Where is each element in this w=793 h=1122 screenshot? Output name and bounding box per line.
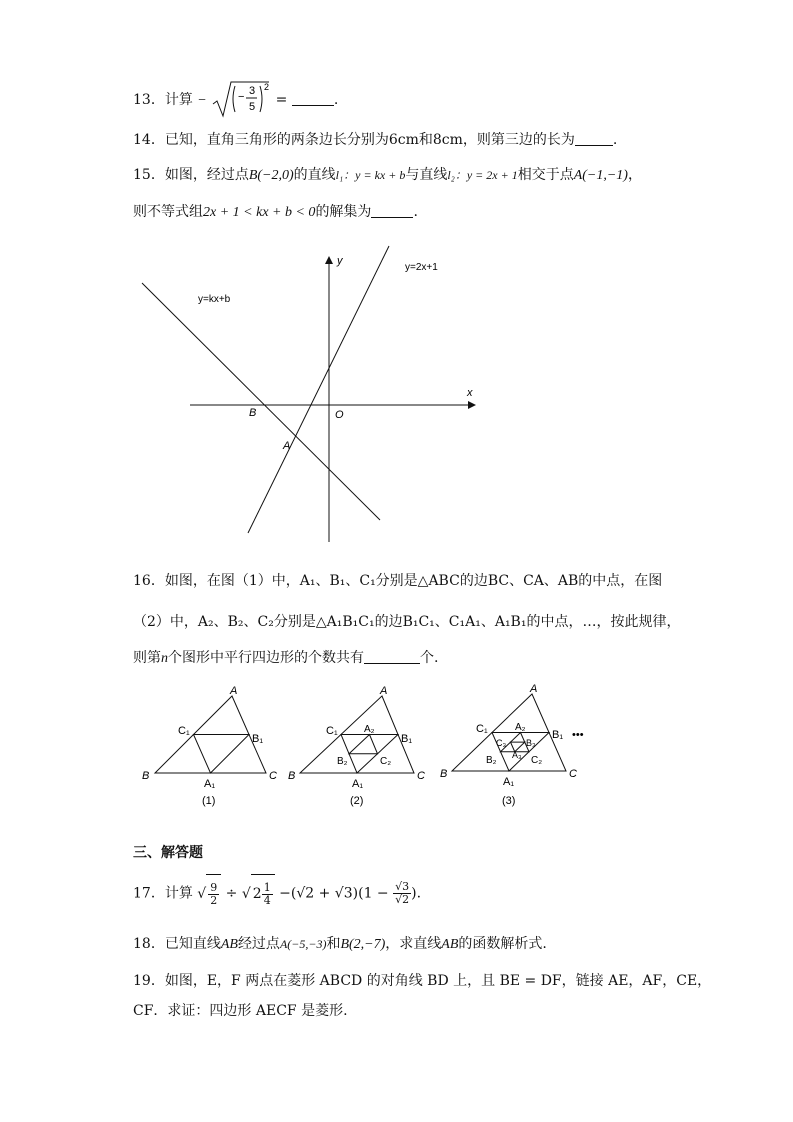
label-y-2x-plus-1: y=2x+1 [405,262,438,273]
point-b-label: B [249,407,257,419]
fig1-label-b1: B₁ [252,733,264,745]
fig1-label-c1: C₁ [178,725,190,737]
q17-frac3-num: √3 [395,880,410,893]
fig3-label-a1: A₁ [503,776,515,788]
q16-n: n [161,651,168,666]
question-19-line-1 [133,971,711,991]
q17-frac2-den: 4 [263,893,271,907]
q16-text-2: （2）中，A₂、B₂、C₂分别是△A₁B₁C₁的边B₁C₁、C₁A₁、A₁B₁的中点，…，按此规律， [133,614,681,630]
q13-frac-den: 5 [249,101,256,113]
fig3-label-c2: C₂ [531,755,543,766]
q18-and: 和 [326,936,341,952]
q18-number: 18． [133,936,165,952]
fig3-label-a3: A₃ [512,750,522,760]
fig3-label-c: C [569,768,577,780]
question-17: 17．计算 √ $\frac{9}{2}$ ÷ √ 2 $\frac{1}{4}$ −(√2 + √3)(1 − $\frac{√3}{√2}$ ). [133,874,421,913]
question-19-line-2 [133,1001,348,1021]
q15-inequality: 2x + 1 < kx + b < 0 [203,205,316,220]
q16-text-5: 个. [420,650,439,666]
q14-text: 已知，直角三角形的两条边长分别为6cm和8cm，则第三边的长为 [164,132,575,148]
fig3-label-b: B [440,768,448,780]
question-16-line-3 [133,648,438,669]
q16-number: 16． [133,573,165,589]
y-axis-label: y [337,255,343,267]
q13-frac-num: 3 [249,85,256,97]
q16-text-3: 则第 [133,650,161,666]
q13-minus: − [197,93,207,108]
line-2x-plus-1 [248,246,389,533]
q13-number: 13． [133,92,165,108]
q19-number: 19． [133,973,165,989]
q14-answer-blank[interactable] [575,131,613,146]
q17-number: 17． [133,885,165,902]
q17-frac2-num: 1 [263,880,271,894]
q17-period: . [416,885,422,902]
q18-ab-2: AB [441,937,459,952]
q16-text-4: 个图形中平行四边形的个数共有 [168,650,364,666]
question-14 [133,130,617,150]
fig1-caption: (1) [202,795,216,807]
fig2-label-c2: C₂ [380,756,392,767]
fig3-ellipsis: ••• [572,729,584,741]
q18-text-2: 经过点 [237,936,280,952]
q17-frac3-den: √2 [395,893,410,906]
fig2-label-c: C [417,770,425,782]
q15-point-a: A(−1,−1) [573,168,628,183]
q19-text-1: 如图，E，F 两点在菱形 ABCD 的对角线 BD 上，且 BE = DF，链接 AE，AF，CE， [164,973,712,989]
q19-text-2: CF．求证：四边形 AECF 是菱形. [133,1003,348,1019]
figure-15-graph [130,240,490,550]
q15-answer-blank[interactable] [371,203,413,218]
q13-answer-blank[interactable] [292,91,334,106]
fig2-label-a1: A₁ [352,778,364,790]
q16-text-1: 如图，在图（1）中，A₁、B₁、C₁分别是△ABC的边BC、CA、AB的中点，在图 [164,573,663,589]
q14-period: . [612,132,618,148]
section-heading: 三、解答题 [133,845,203,861]
question-16-line-1 [133,571,662,591]
q15-text-6: 的解集为 [315,204,372,220]
q15-point-b: B(−2,0) [248,168,294,183]
fig1-label-a: A [230,685,238,697]
q13-period: . [333,92,339,108]
fig3-label-b3: B₃ [526,738,536,748]
q15-text-1: 如图，经过点 [164,167,249,183]
fig3-label-b2: B₂ [486,755,497,766]
q17-divide: ÷ [225,885,238,902]
q15-text-5: 则不等式组 [133,204,203,220]
origin-label: O [335,409,344,421]
label-y-kx-plus-b: y=kx+b [198,294,231,305]
fig3-label-c1: C₁ [476,723,488,735]
q17-one-minus: 1 − [363,885,389,902]
fig2-label-c1: C₁ [326,725,338,737]
fig3-label-a: A [530,683,538,695]
q18-text-1: 已知直线 [164,936,221,952]
q17-sqrt-1: √ $\frac{9}{2}$ [197,886,221,902]
fig1-label-a1: A₁ [204,778,216,790]
point-a-label: A [283,440,291,452]
q15-line-l2: l₂：y = 2x + 1 [447,168,518,182]
fig1-label-b: B [142,770,150,782]
q16-answer-blank[interactable] [364,649,420,664]
q15-text-3: 与直线 [405,167,448,183]
fig2-label-b: B [288,770,296,782]
question-15-line-2 [133,202,418,223]
q13-sqrt-sign [211,80,271,120]
q17-mixed-whole: 2 [252,886,262,902]
q15-number: 15． [133,167,165,183]
q13-sqrt-expression [211,80,271,120]
q17-text: 计算 [164,885,193,902]
triangle-fig-2 [300,696,414,773]
q15-text-2: 的直线 [293,167,336,183]
q15-text-4: 相交于点 [517,167,574,183]
q18-text-3: ，求直线 [385,936,442,952]
fig3-label-c3: C₃ [496,738,507,748]
q18-ab: AB [220,937,238,952]
q17-sqrt-2: √ 2 $\frac{1}{4}$ [242,886,275,902]
q17-frac1-num: 9 [210,880,218,894]
fig3-label-b1: B₁ [552,729,564,741]
q13-exponent: 2 [264,82,270,92]
q18-point-a: A(−5,−3) [279,937,327,951]
fig2-label-a2: A₂ [364,724,375,735]
fig2-label-b2: B₂ [337,756,348,767]
fig1-label-c: C [269,770,277,782]
q13-text: 计算 [164,92,193,108]
question-15-line-1 [133,165,642,186]
triangle-fig-1 [155,696,266,773]
line-kx-plus-b [142,283,380,520]
fig2-caption: (2) [350,795,364,807]
q14-number: 14． [133,132,165,148]
fig3-caption: (3) [502,795,516,807]
q17-minus: − [279,885,291,902]
q13-inner-minus: − [238,91,245,103]
fig3-label-a2: A₂ [515,722,526,733]
question-16-line-2 [133,612,680,632]
q15-comma: ， [627,167,642,183]
question-18 [133,934,547,955]
question-13 [133,80,338,120]
q18-point-b: B(2,−7) [340,937,386,952]
q17-frac1-den: 2 [210,893,218,907]
q17-paren-sum: (√2 + √3) [290,885,359,902]
q15-line-l1: l₁：y = kx + b [335,168,406,182]
q13-equals: = [275,92,288,108]
x-axis-label: x [467,387,473,399]
q18-text-4: 的函数解析式. [458,936,547,952]
fig2-label-a: A [380,685,388,697]
fig2-label-b1: B₁ [401,733,413,745]
q15-period: . [413,204,418,220]
triangle-fig-3 [452,694,566,771]
figure-16-triangles [130,680,610,815]
